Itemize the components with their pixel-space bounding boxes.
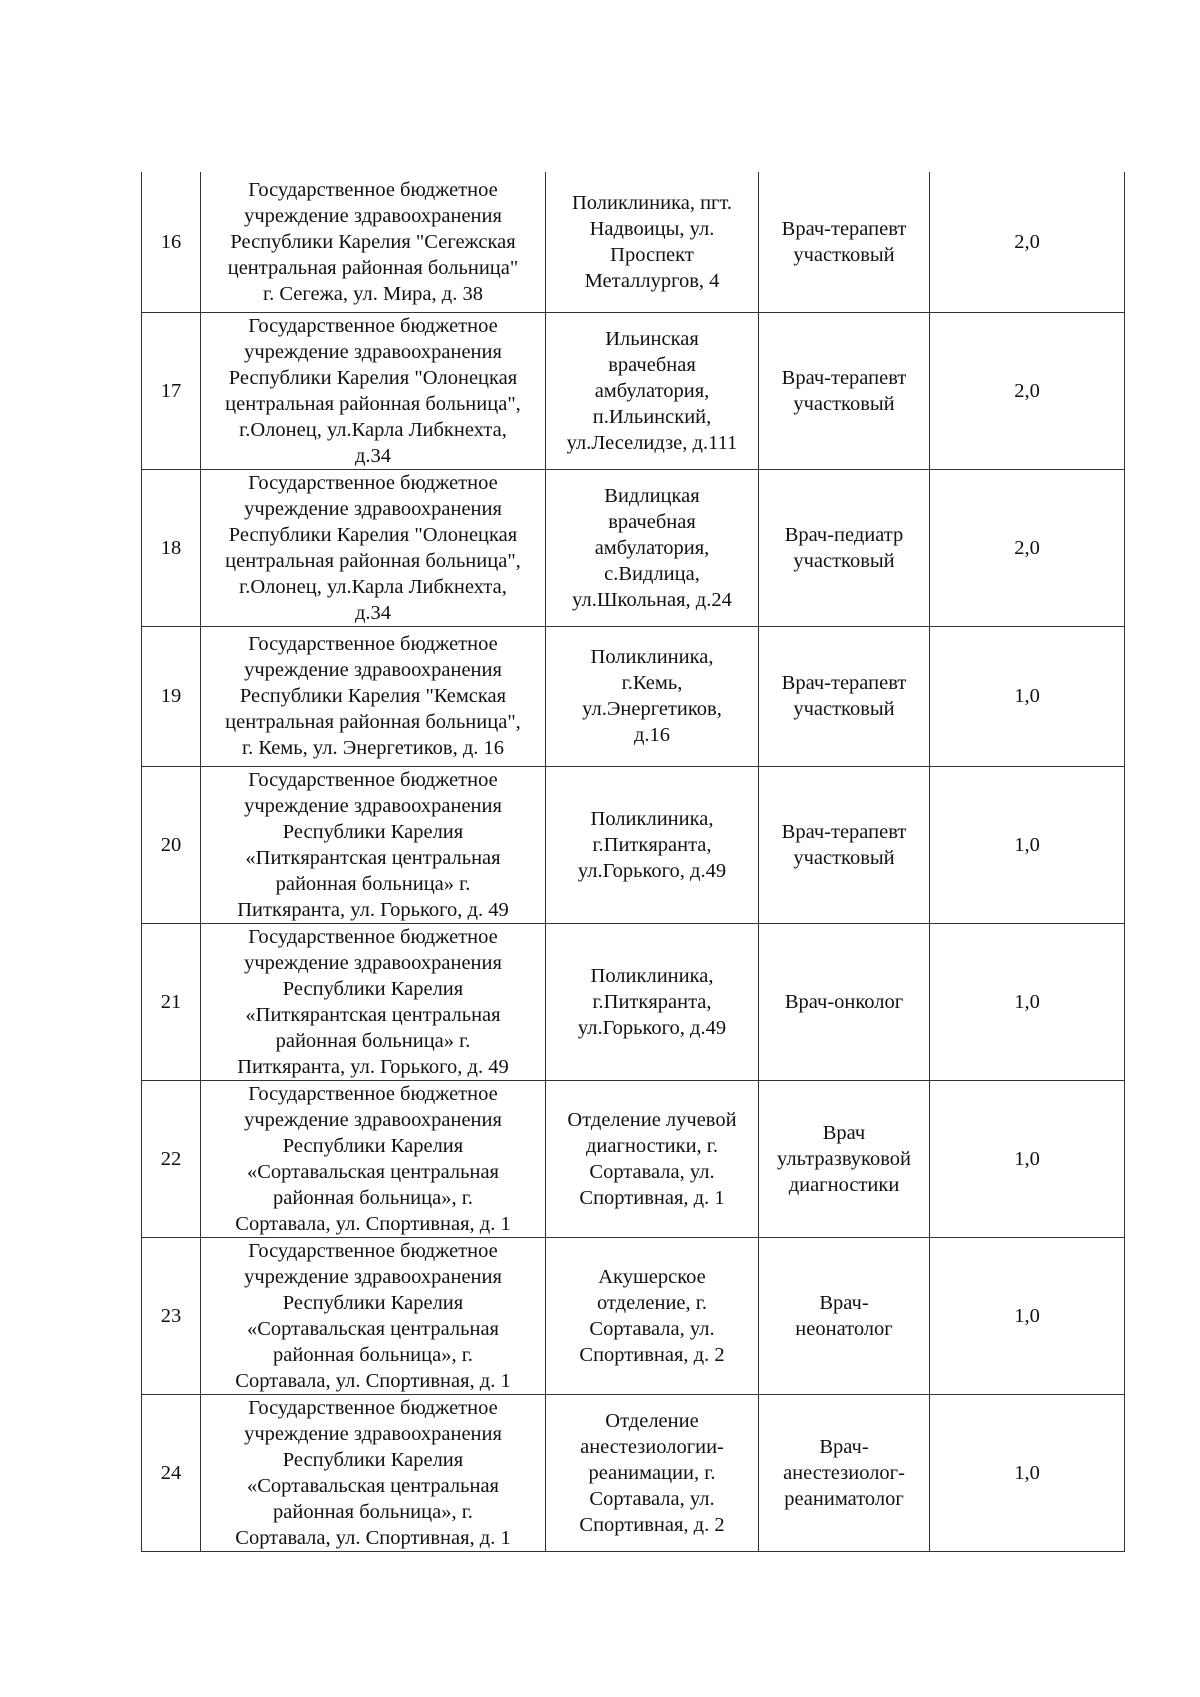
- table-row: [142, 766, 1125, 923]
- workplace-address: Поликлиника, г.Кемь, ул.Энергетиков, д.16: [582, 646, 722, 746]
- row-number-cell: [142, 1394, 201, 1551]
- rate-value: 2,0: [1014, 379, 1040, 402]
- row-number-cell: [142, 172, 201, 312]
- rate-cell: [930, 626, 1125, 766]
- workplace-address: Ильинская врачебная амбулатория, п.Ильинский, ул.Леселидзе, д.111: [566, 327, 738, 454]
- organization-name: Государственное бюджетное учреждение здравоохранения Республики Карелия "Кемская центральная районная больница", г. Кемь, ул. Энергетиков, д. 16: [225, 633, 521, 759]
- position-cell: [759, 626, 930, 766]
- vacancies-table: [141, 172, 1125, 1552]
- table-row: [142, 1080, 1125, 1237]
- organization-cell: [201, 172, 546, 312]
- organization-cell: [201, 469, 546, 626]
- address-cell: [546, 1080, 759, 1237]
- position-cell: [759, 1237, 930, 1394]
- address-cell: [546, 1237, 759, 1394]
- rate-cell: [930, 766, 1125, 923]
- organization-name: Государственное бюджетное учреждение здравоохранения Республики Карелия "Олонецкая центральная районная больница", г.Олонец, ул.Карла Либкнехта, д.34: [225, 314, 521, 467]
- row-number: 19: [160, 685, 182, 707]
- row-number: 24: [160, 1461, 182, 1484]
- rate-cell: [930, 312, 1125, 469]
- table-row: [142, 626, 1125, 766]
- workplace-address: Отделение анестезиологии- реанимации, г. Сортавала, ул. Спортивная, д. 2: [579, 1409, 725, 1536]
- row-number-cell: [142, 766, 201, 923]
- row-number-cell: [142, 1237, 201, 1394]
- row-number: 16: [160, 230, 182, 253]
- address-cell: [546, 1394, 759, 1551]
- workplace-address: Поликлиника, пгт. Надвоицы, ул. Проспект Металлургов, 4: [571, 191, 732, 292]
- rate-cell: [930, 1237, 1125, 1394]
- rate-cell: [930, 1080, 1125, 1237]
- organization-name: Государственное бюджетное учреждение здравоохранения Республики Карелия «Сортавальская центральная районная больница», г. Сортавала, ул. Спортивная, д. 1: [235, 1396, 511, 1549]
- table-row: [142, 923, 1125, 1080]
- row-number-cell: [142, 469, 201, 626]
- row-number: 17: [160, 379, 182, 402]
- position-name: Врач-терапевт участковый: [781, 366, 907, 415]
- row-number-cell: [142, 312, 201, 469]
- row-number: 18: [160, 536, 182, 559]
- workplace-address: Отделение лучевой диагностики, г. Сортавала, ул. Спортивная, д. 1: [567, 1108, 737, 1209]
- organization-name: Государственное бюджетное учреждение здравоохранения Республики Карелия "Сегежская центральная районная больница" г. Сегежа, ул. Мира, д. 38: [227, 178, 519, 305]
- table-row: [142, 312, 1125, 469]
- position-cell: [759, 312, 930, 469]
- address-cell: [546, 626, 759, 766]
- rate-value: 2,0: [1014, 230, 1040, 253]
- row-number: 21: [160, 990, 182, 1013]
- organization-cell: [201, 1394, 546, 1551]
- address-cell: [546, 312, 759, 469]
- row-number: 20: [160, 833, 182, 856]
- organization-name: Государственное бюджетное учреждение здравоохранения Республики Карелия «Сортавальская центральная районная больница», г. Сортавала, ул. Спортивная, д. 1: [235, 1239, 511, 1392]
- rate-value: 1,0: [1014, 685, 1040, 707]
- table-row: [142, 1237, 1125, 1394]
- address-cell: [546, 766, 759, 923]
- organization-name: Государственное бюджетное учреждение здравоохранения Республики Карелия «Сортавальская центральная районная больница», г. Сортавала, ул. Спортивная, д. 1: [235, 1082, 511, 1235]
- organization-name: Государственное бюджетное учреждение здравоохранения Республики Карелия «Питкярантская центральная районная больница» г. Питкяранта, ул. Горького, д. 49: [237, 768, 509, 921]
- rate-value: 1,0: [1014, 833, 1040, 856]
- organization-cell: [201, 766, 546, 923]
- table-row: [142, 172, 1125, 312]
- position-cell: [759, 1394, 930, 1551]
- address-cell: [546, 172, 759, 312]
- address-cell: [546, 923, 759, 1080]
- organization-cell: [201, 626, 546, 766]
- position-cell: [759, 469, 930, 626]
- rate-cell: [930, 1394, 1125, 1551]
- rate-value: 1,0: [1014, 1461, 1040, 1484]
- rate-value: 1,0: [1014, 1304, 1040, 1327]
- workplace-address: Поликлиника, г.Питкяранта, ул.Горького, д.49: [577, 964, 727, 1039]
- position-name: Врач-терапевт участковый: [781, 672, 907, 720]
- row-number: 23: [160, 1304, 182, 1327]
- rate-cell: [930, 172, 1125, 312]
- rate-value: 1,0: [1014, 990, 1040, 1013]
- workplace-address: Видлицкая врачебная амбулатория, с.Видлица, ул.Школьная, д.24: [572, 484, 732, 611]
- rate-cell: [930, 469, 1125, 626]
- row-number: 22: [160, 1147, 182, 1170]
- table-body: [142, 172, 1125, 1551]
- rate-value: 1,0: [1014, 1147, 1040, 1170]
- workplace-address: Акушерское отделение, г. Сортавала, ул. Спортивная, д. 2: [579, 1265, 725, 1366]
- table-row: [142, 469, 1125, 626]
- organization-cell: [201, 1080, 546, 1237]
- position-name: Врач- неонатолог: [795, 1291, 893, 1340]
- organization-cell: [201, 923, 546, 1080]
- table-row: [142, 1394, 1125, 1551]
- row-number-cell: [142, 923, 201, 1080]
- position-name: Врач-терапевт участковый: [781, 217, 907, 266]
- row-number-cell: [142, 626, 201, 766]
- organization-name: Государственное бюджетное учреждение здравоохранения Республики Карелия "Олонецкая центральная районная больница", г.Олонец, ул.Карла Либкнехта, д.34: [225, 471, 521, 624]
- position-cell: [759, 1080, 930, 1237]
- rate-value: 2,0: [1014, 536, 1040, 559]
- position-cell: [759, 766, 930, 923]
- organization-cell: [201, 312, 546, 469]
- rate-cell: [930, 923, 1125, 1080]
- position-name: Врач-терапевт участковый: [781, 820, 907, 869]
- address-cell: [546, 469, 759, 626]
- row-number-cell: [142, 1080, 201, 1237]
- position-name: Врач- анестезиолог- реаниматолог: [783, 1435, 905, 1510]
- position-cell: [759, 923, 930, 1080]
- workplace-address: Поликлиника, г.Питкяранта, ул.Горького, д.49: [577, 807, 727, 882]
- position-name: Врач-педиатр участковый: [784, 523, 904, 572]
- organization-name: Государственное бюджетное учреждение здравоохранения Республики Карелия «Питкярантская центральная районная больница» г. Питкяранта, ул. Горького, д. 49: [237, 925, 509, 1078]
- organization-cell: [201, 1237, 546, 1394]
- position-name: Врач ультразвуковой диагностики: [777, 1121, 911, 1196]
- position-name: Врач-онколог: [784, 990, 904, 1013]
- position-cell: [759, 172, 930, 312]
